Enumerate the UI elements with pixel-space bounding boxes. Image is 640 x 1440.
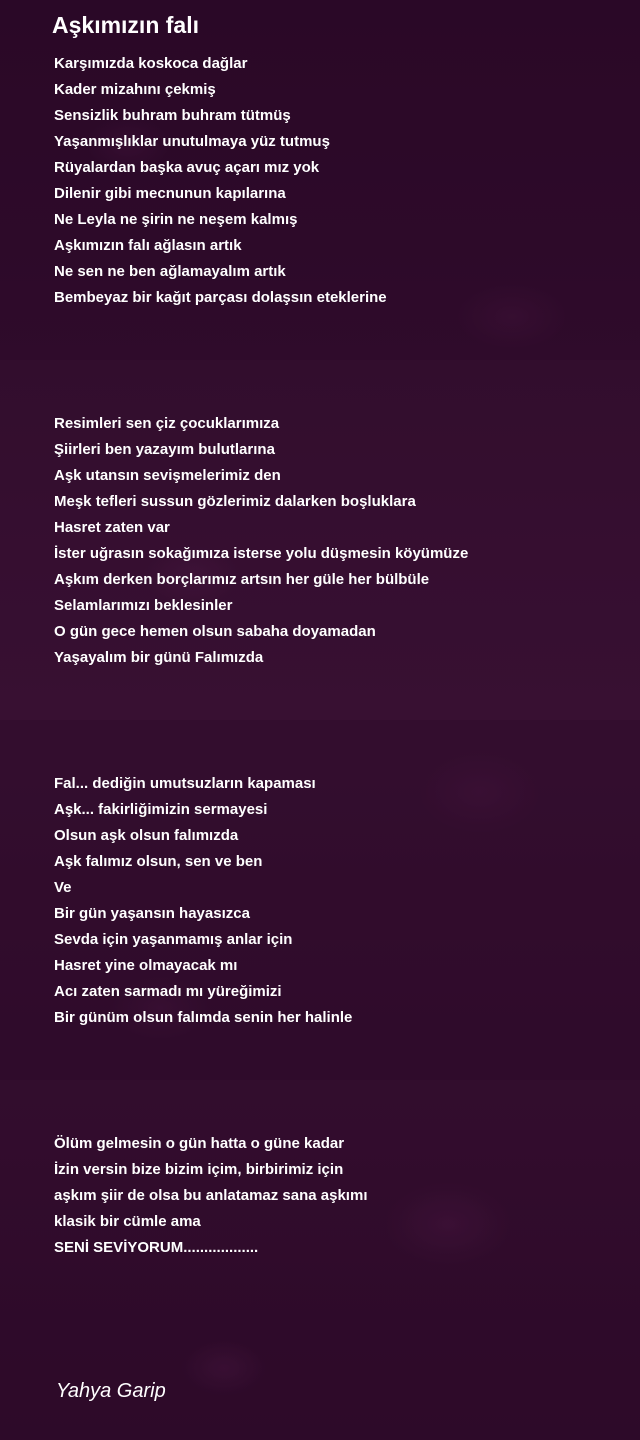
poem-line: Dilenir gibi mecnunun kapılarına [54,185,286,202]
poem-line: Olsun aşk olsun falımızda [54,827,239,844]
poem-title: Aşkımızın falı [52,12,199,38]
poem-line: Hasret zaten var [54,519,170,536]
stanza-1 [54,51,624,311]
poem-line: Ve [54,879,72,896]
poem-line: Fal... dediğin umutsuzların kapaması [54,775,316,792]
poem-line: Kader mizahını çekmiş [54,81,216,98]
poem-line: Resimleri sen çiz çocuklarımıza [54,415,280,432]
poem-line: İster uğrasın sokağımıza isterse yolu düşmesin köyümüze [54,545,469,562]
poem-line: Ne Leyla ne şirin ne neşem kalmış [54,211,298,228]
poem-line: Aşk... fakirliğimizin sermayesi [54,801,268,818]
poem-line: Karşımızda koskoca dağlar [54,55,248,72]
stanza-2 [54,411,624,671]
poem-line: Meşk tefleri sussun gözlerimiz dalarken boşluklara [54,493,416,510]
stanza-3 [54,771,624,1031]
poem-line: Rüyalardan başka avuç açarı mız yok [54,159,320,176]
poem-line: Sevda için yaşanmamış anlar için [54,931,293,948]
poem-line: Aşkımızın falı ağlasın artık [54,237,242,254]
poem-line: Bir gün yaşansın hayasızca [54,905,250,922]
poem-line: İzin versin bize bizim içim, birbirimiz için [54,1161,344,1178]
poem-line: Şiirleri ben yazayım bulutlarına [54,441,275,458]
poem-line: Selamlarımızı beklesinler [54,597,233,614]
poem-line: Hasret yine olmayacak mı [54,957,238,974]
author-name: Yahya Garip [56,1380,166,1402]
poem-line: Bembeyaz bir kağıt parçası dolaşsın eteklerine [54,289,387,306]
poem-line: SENİ SEVİYORUM.................. [54,1239,259,1256]
poem-line: Aşk utansın sevişmelerimiz den [54,467,281,484]
poem-line: Yaşanmışlıklar unutulmaya yüz tutmuş [54,133,330,150]
poem-line: Aşk falımız olsun, sen ve ben [54,853,263,870]
stanza-4 [54,1131,624,1261]
poem-line: Bir günüm olsun falımda senin her halinle [54,1009,353,1026]
poem-line: Acı zaten sarmadı mı yüreğimizi [54,983,282,1000]
poem-line: Ne sen ne ben ağlamayalım artık [54,263,286,280]
poem-line: O gün gece hemen olsun sabaha doyamadan [54,623,376,640]
poem-line: klasik bir cümle ama [54,1213,201,1230]
poem-line: Ölüm gelmesin o gün hatta o güne kadar [54,1135,345,1152]
poem-line: aşkım şiir de olsa bu anlatamaz sana aşkımı [54,1187,368,1204]
poem-line: Aşkım derken borçlarımız artsın her güle her bülbüle [54,571,430,588]
poem-line: Sensizlik buhram buhram tütmüş [54,107,291,124]
poem-line: Yaşayalım bir günü Falımızda [54,649,264,666]
